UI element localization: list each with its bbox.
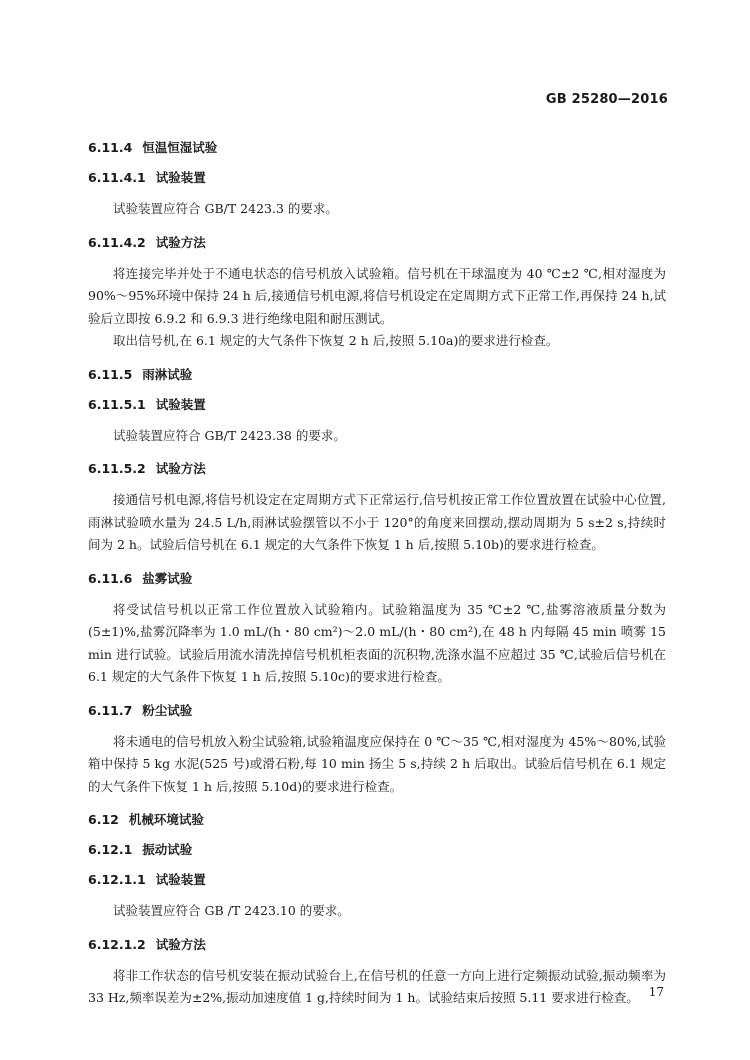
section-number: 6.11.5.2 [88, 461, 146, 476]
section-number: 6.12.1.2 [88, 936, 146, 952]
paragraph: 将未通电的信号机放入粉尘试验箱,试验箱温度应保持在 0 ℃～35 ℃,相对湿度为 45%～80%,试验箱中保持 5 kg 水泥(525 号)或滑石粉,每 10 min 扬尘 5 s,持续 2 h 后取出。试验后信号机在 6.1 规定的大气条件下恢复 1 h 后,按照 5.10d)的要求进行检查。 [88, 733, 666, 794]
section-title: 恒温恒湿试验 [142, 140, 218, 155]
section-heading [88, 168, 666, 188]
section-heading [88, 810, 666, 830]
paragraph: 将非工作状态的信号机安装在振动试验台上,在信号机的任意一方向上进行定频振动试验,振动频率为 33 Hz,频率误差为±2%,振动加速度值 1 g,持续时间为 1 h。试验结束后按照 5.11 要求进行检查。 [88, 967, 666, 1005]
paragraph: 取出信号机,在 6.1 规定的大气条件下恢复 2 h 后,按照 5.10a)的要求进行检查。 [113, 333, 559, 348]
section-title: 试验方法 [155, 461, 206, 476]
section-title: 试验装置 [155, 170, 206, 185]
section-number: 6.11.5.1 [88, 396, 146, 412]
document-body [88, 138, 666, 1022]
section-number: 6.11.4.2 [88, 234, 146, 250]
section-title: 粉尘试验 [142, 702, 193, 718]
section-title: 试验方法 [155, 234, 206, 250]
section-title: 雨淋试验 [142, 366, 193, 382]
section-number: 6.12 [88, 812, 119, 827]
section-heading [88, 365, 666, 385]
section-heading [88, 935, 666, 955]
section-title: 振动试验 [142, 842, 193, 857]
section-number: 6.12.1 [88, 842, 133, 857]
section-title: 试验装置 [155, 872, 206, 887]
paragraph: 试验装置应符合 GB/T 2423.3 的要求。 [113, 201, 338, 216]
section-heading [88, 840, 666, 860]
section-heading [88, 569, 666, 589]
page-number: 17 [648, 985, 664, 999]
section-title: 机械环境试验 [128, 812, 204, 827]
paragraph: 将连接完毕并处于不通电状态的信号机放入试验箱。信号机在干球温度为 40 ℃±2 ℃,相对湿度为 90%～95%环境中保持 24 h 后,接通信号机电源,将信号机设定在定周期方式下正常工作,再保持 24 h,试验后立即按 6.9.2 和 6.9.3 进行绝缘电阻和耐压测试。 [88, 265, 666, 326]
paragraph: 将受试信号机以正常工作位置放入试验箱内。试验箱温度为 35 ℃±2 ℃,盐雾溶液质量分数为(5±1)%,盐雾沉降率为 1.0 mL/(h・80 cm²)～2.0 mL/(h・80 cm²),在 48 h 内每隔 45 min 喷雾 15 min 进行试验。试验后用流水清洗掉信号机机柜表面的沉积物,洗涤水温不应超过 35 ℃,试验后信号机在 6.1 规定的大气条件下恢复 1 h 后,按照 5.10c)的要求进行检查。 [88, 601, 666, 684]
section-heading [88, 870, 666, 890]
section-number: 6.11.4.1 [88, 170, 146, 185]
section-number: 6.11.4 [88, 140, 133, 155]
section-heading [88, 459, 666, 479]
section-number: 6.11.5 [88, 366, 133, 382]
section-number: 6.11.7 [88, 702, 133, 718]
standard-number: GB 25280—2016 [545, 92, 668, 107]
section-title: 盐雾试验 [142, 570, 193, 586]
section-title: 试验方法 [155, 936, 206, 952]
section-title: 试验装置 [155, 396, 206, 412]
paragraph: 试验装置应符合 GB /T 2423.10 的要求。 [113, 903, 350, 918]
section-heading [88, 701, 666, 721]
section-heading [88, 233, 666, 253]
paragraph: 试验装置应符合 GB/T 2423.38 的要求。 [113, 427, 346, 443]
section-heading [88, 395, 666, 415]
paragraph: 接通信号机电源,将信号机设定在定周期方式下正常运行,信号机按正常工作位置放置在试验中心位置,雨淋试验喷水量为 24.5 L/h,雨淋试验摆管以不小于 120°的角度来回摆动,摆动周期为 5 s±2 s,持续时间为 2 h。试验后信号机在 6.1 规定的大气条件下恢复 1 h 后,按照 5.10b)的要求进行检查。 [88, 492, 666, 552]
section-number: 6.11.6 [88, 570, 133, 586]
section-heading [88, 138, 666, 158]
section-number: 6.12.1.1 [88, 872, 146, 887]
